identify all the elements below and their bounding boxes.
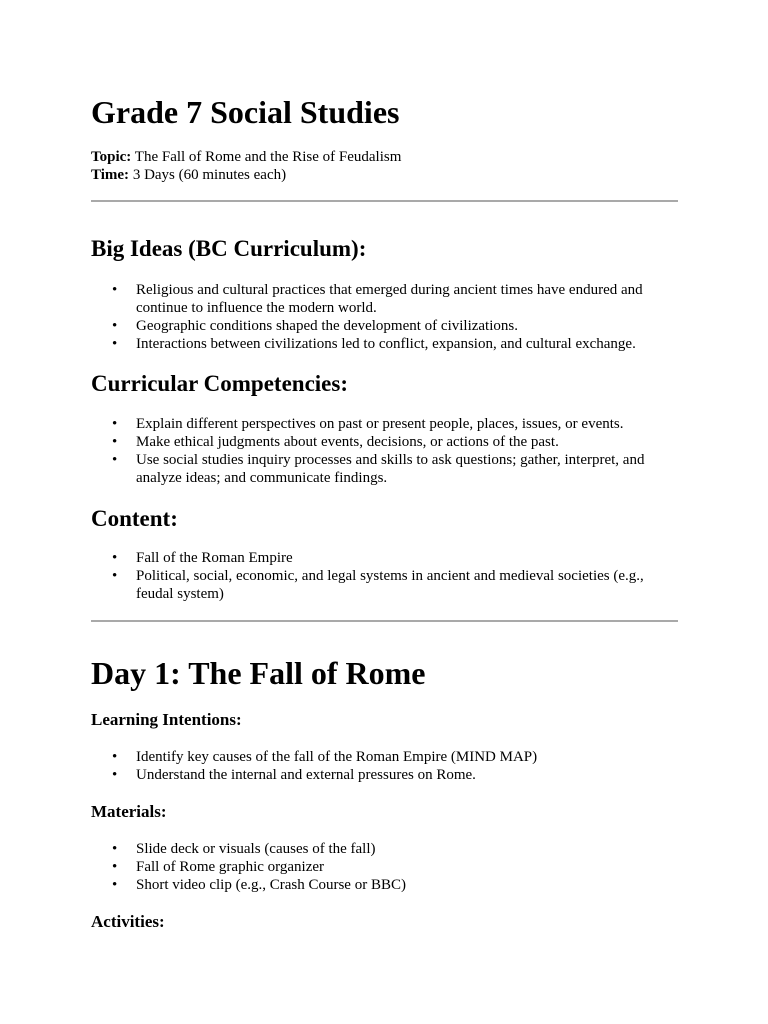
materials-list bbox=[91, 840, 678, 894]
topic-line bbox=[91, 148, 401, 166]
page-title: Grade 7 Social Studies bbox=[91, 94, 400, 130]
divider bbox=[91, 200, 678, 202]
list-item-text: Understand the internal and external pressures on Rome. bbox=[136, 767, 476, 783]
bullet-icon: • bbox=[112, 877, 118, 893]
list-item bbox=[91, 549, 678, 567]
list-item-text: Identify key causes of the fall of the Roman Empire (MIND MAP) bbox=[136, 749, 538, 765]
bullet-icon: • bbox=[112, 767, 118, 783]
list-item bbox=[91, 858, 678, 876]
bullet-icon: • bbox=[112, 841, 118, 857]
bullet-icon: • bbox=[112, 550, 118, 566]
materials-heading: Materials: bbox=[91, 802, 167, 821]
big-ideas-heading: Big Ideas (BC Curriculum): bbox=[91, 236, 367, 261]
list-item bbox=[91, 567, 678, 603]
list-item bbox=[91, 281, 678, 317]
list-item bbox=[91, 451, 678, 487]
learning-intentions-list bbox=[91, 748, 678, 784]
activities-heading: Activities: bbox=[91, 912, 165, 931]
competencies-heading: Curricular Competencies: bbox=[91, 371, 348, 396]
list-item-text: Geographic conditions shaped the development of civilizations. bbox=[136, 318, 518, 334]
list-item-text: Fall of the Roman Empire bbox=[136, 550, 293, 566]
list-item bbox=[91, 840, 678, 858]
content-heading: Content: bbox=[91, 506, 178, 531]
topic-value: The Fall of Rome and the Rise of Feudalism bbox=[131, 149, 402, 165]
list-item-text: Political, social, economic, and legal systems in ancient and medieval societies (e.g., feudal system) bbox=[136, 568, 644, 602]
day1-heading: Day 1: The Fall of Rome bbox=[91, 655, 426, 691]
list-item-text: Slide deck or visuals (causes of the fall) bbox=[136, 841, 376, 857]
list-item bbox=[91, 876, 678, 894]
divider bbox=[91, 620, 678, 622]
list-item bbox=[91, 433, 678, 451]
bullet-icon: • bbox=[112, 318, 118, 334]
list-item-text: Short video clip (e.g., Crash Course or BBC) bbox=[136, 877, 406, 893]
bullet-icon: • bbox=[112, 336, 118, 352]
time-value: 3 Days (60 minutes each) bbox=[129, 167, 287, 183]
content-list bbox=[91, 549, 678, 603]
list-item-text: Interactions between civilizations led to conflict, expansion, and cultural exchange. bbox=[136, 336, 636, 352]
list-item-text: Make ethical judgments about events, decisions, or actions of the past. bbox=[136, 434, 559, 450]
bullet-icon: • bbox=[112, 452, 118, 468]
competencies-list bbox=[91, 415, 678, 487]
bullet-icon: • bbox=[112, 282, 118, 298]
bullet-icon: • bbox=[112, 416, 118, 432]
list-item bbox=[91, 766, 678, 784]
list-item-text: Religious and cultural practices that emerged during ancient times have endured and continue to influence the modern world. bbox=[136, 282, 643, 316]
list-item-text: Fall of Rome graphic organizer bbox=[136, 859, 324, 875]
big-ideas-list bbox=[91, 281, 678, 353]
list-item bbox=[91, 415, 678, 433]
learning-intentions-heading: Learning Intentions: bbox=[91, 710, 242, 729]
time-line bbox=[91, 166, 286, 184]
topic-label: Topic: bbox=[91, 149, 132, 165]
time-label: Time: bbox=[91, 167, 130, 183]
bullet-icon: • bbox=[112, 434, 118, 450]
list-item bbox=[91, 748, 678, 766]
list-item-text: Explain different perspectives on past or present people, places, issues, or events. bbox=[136, 416, 624, 432]
bullet-icon: • bbox=[112, 859, 118, 875]
bullet-icon: • bbox=[112, 568, 118, 584]
list-item-text: Use social studies inquiry processes and skills to ask questions; gather, interpret, and analyze ideas; and communicate findings. bbox=[136, 452, 645, 486]
bullet-icon: • bbox=[112, 749, 118, 765]
list-item bbox=[91, 317, 678, 335]
list-item bbox=[91, 335, 678, 353]
